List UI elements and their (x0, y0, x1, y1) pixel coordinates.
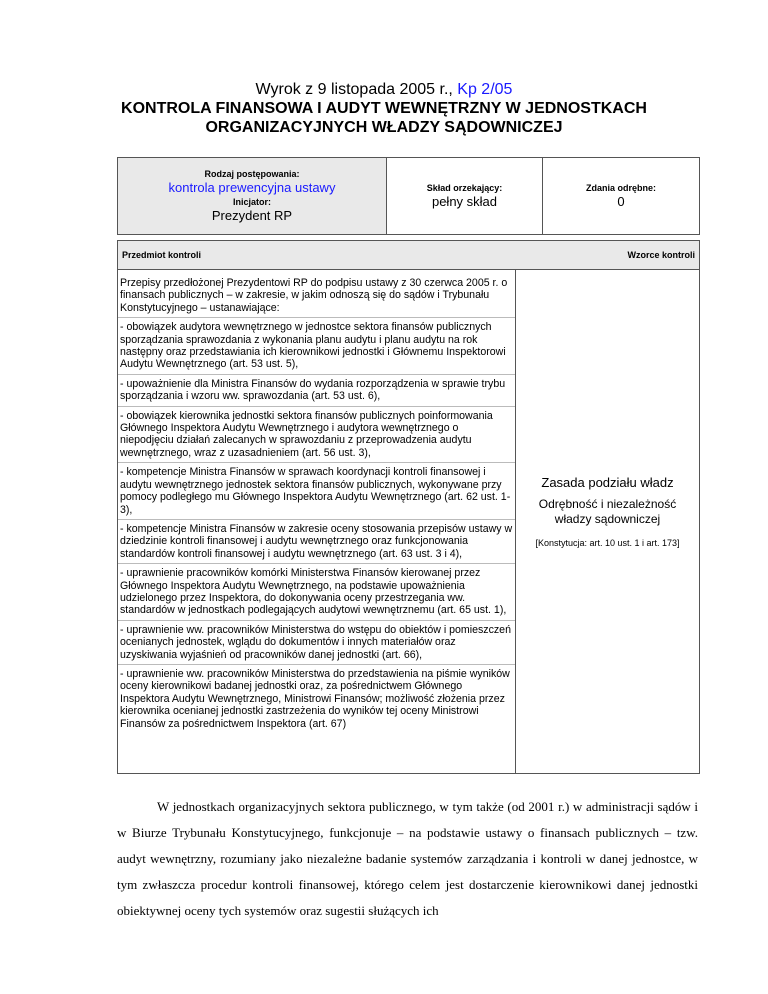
document-title-line2: ORGANIZACYJNYCH WŁADZY SĄDOWNICZEJ (205, 119, 563, 136)
subject-item: - kompetencje Ministra Finansów w zakresie oceny stosowania przepisów ustawy w dziedzinie kontroli finansowej i audytu wewnętrznego oraz funkcjonowania standardów kontroli finansowej i audytu wewnętrznego (art. 63 ust. 3 i 4), (118, 519, 515, 563)
subject-table-header (118, 241, 699, 270)
initiator-label: Inicjator: (232, 197, 271, 207)
document-title-line1: KONTROLA FINANSOWA I AUDYT WEWNĘTRZNY W JEDNOSTKACH (121, 100, 647, 117)
pattern-reference: [Konstytucja: art. 10 ust. 1 i art. 173] (535, 537, 680, 548)
dissent-value: 0 (617, 194, 625, 209)
subject-item: - obowiązek audytora wewnętrznego w jednostce sektora finansów publicznych sporządzania sprawozdania z wykonania planu audytu i planu audytu na rok następny oraz przedstawiania ich kierownikowi jednostki i Głównemu Inspektorowi Audytu Wewnętrznego (art. 53 ust. 5), (118, 317, 515, 374)
case-meta-table (117, 157, 700, 235)
subject-item: - uprawnienie ww. pracowników Ministerstwa do wstępu do obiektów i pomieszczeń ocenianych jednostek, wglądu do dokumentów i innych materiałów oraz uzyskiwania wyjaśnień od pracowników danej jednostki (art. 66), (118, 620, 515, 664)
pattern-title: Zasada podziału władz (541, 474, 674, 490)
subject-table-body (118, 270, 699, 773)
case-reference-link[interactable]: Kp 2/05 (457, 81, 513, 98)
document-header (0, 80, 768, 137)
procedure-type-value[interactable]: kontrola prewencyjna ustawy (168, 180, 336, 195)
judgment-date: Wyrok z 9 listopada 2005 r., (255, 81, 458, 98)
procedure-type-label: Rodzaj postępowania: (204, 169, 300, 179)
dissent-cell (543, 158, 699, 234)
bench-value: pełny skład (431, 194, 498, 209)
bench-cell (387, 158, 543, 234)
subject-intro: Przepisy przedłożonej Prezydentowi RP do podpisu ustawy z 30 czerwca 2005 r. o finansach publicznych – w zakresie, w jakim odnoszą się do sądów i Trybunału Konstytucyjnego – ustanawiające: (120, 277, 508, 314)
procedure-cell (118, 158, 387, 234)
dissent-label: Zdania odrębne: (585, 183, 656, 193)
patterns-column (516, 270, 699, 773)
subject-header-label: Przedmiot kontroli (122, 250, 202, 260)
pattern-subtitle: Odrębność i niezależność władzy sądowniczej (538, 496, 677, 526)
control-subject-table (117, 240, 700, 774)
subject-item: - upoważnienie dla Ministra Finansów do wydania rozporządzenia w sprawie trybu sporządzania i wzoru ww. sprawozdania (art. 53 ust. 6), (118, 374, 515, 406)
body-paragraph: W jednostkach organizacyjnych sektora publicznego, w tym także (od 2001 r.) w administracji sądów i w Biurze Trybunału Konstytucyjnego, funkcjonuje – na podstawie ustawy o finansach publicznych – tzw. audyt wewnętrzny, rozumiany jako niezależne badanie systemów zarządzania i kontroli w danej jednostce, w tym zwłaszcza procedur kontroli finansowej, którego celem jest dostarczenie kierownikowi danej jednostki obiektywnej oceny tych systemów oraz sugestii służących ich (117, 799, 698, 918)
judgment-date-line (0, 80, 768, 99)
subject-item: - uprawnienie pracowników komórki Ministerstwa Finansów kierowanej przez Głównego Inspektora Audytu Wewnętrznego, na podstawie upoważnienia udzielonego przez Inspektora, do dokonywania oceny przestrzegania ww. standardów w jednostkach podlegających audytowi wewnętrznemu (art. 65 ust. 1), (118, 563, 515, 620)
bench-label: Skład orzekający: (426, 183, 503, 193)
initiator-value: Prezydent RP (211, 208, 293, 223)
subject-column (118, 270, 516, 773)
subject-item: - kompetencje Ministra Finansów w sprawach koordynacji kontroli finansowej i audytu wewnętrznego jednostek sektora finansów publicznych, wykonywane przy pomocy podległego mu Głównego Inspektora Audytu Wewnętrznego (art. 62 ust. 1-3), (118, 462, 515, 519)
subject-item: - uprawnienie ww. pracowników Ministerstwa do przedstawienia na piśmie wyników oceny kierownikowi badanej jednostki oraz, za pośrednictwem Głównego Inspektora Audytu Wewnętrznego, Ministrowi Finansów; możliwość złożenia przez kierownika ocenianej jednostki zastrzeżenia do wyników tej oceny Ministrowi Finansów za pośrednictwem Inspektora (art. 67) (118, 664, 515, 733)
subject-item: - obowiązek kierownika jednostki sektora finansów publicznych poinformowania Głównego Inspektora Audytu Wewnętrznego i audytora wewnętrznego o niepodjęciu działań zalecanych w sprawozdaniu z przeprowadzenia audytu wewnętrznego, wraz z uzasadnieniem (art. 56 ust. 3), (118, 406, 515, 463)
patterns-header-label: Wzorce kontroli (627, 250, 695, 260)
